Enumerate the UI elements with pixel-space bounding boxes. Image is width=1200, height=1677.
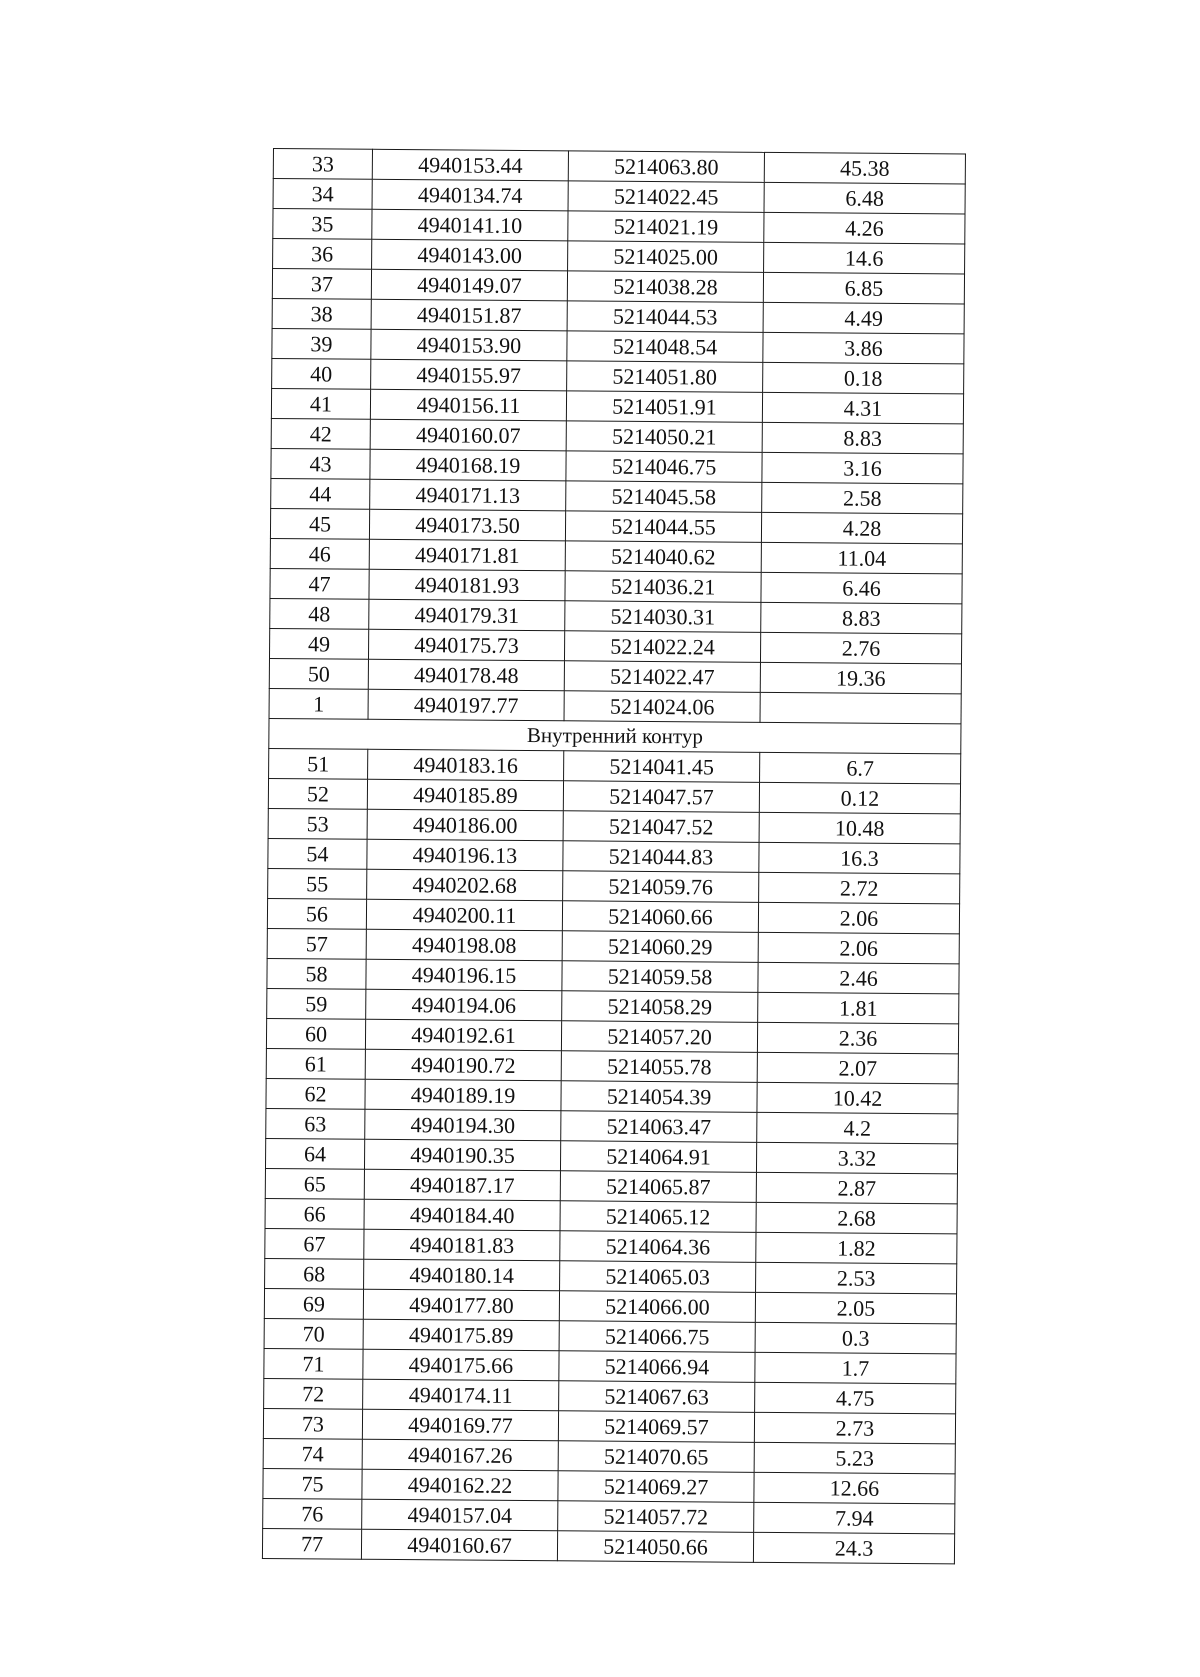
y-coordinate-cell: 5214050.66: [557, 1531, 753, 1563]
point-number-cell: 37: [272, 269, 371, 300]
segment-length-cell: 2.68: [756, 1202, 957, 1234]
y-coordinate-cell: 5214063.80: [568, 151, 764, 183]
segment-length-cell: 3.32: [756, 1142, 957, 1174]
x-coordinate-cell: 4940156.11: [370, 389, 566, 421]
y-coordinate-cell: 5214064.36: [560, 1231, 756, 1263]
y-coordinate-cell: 5214064.91: [560, 1141, 756, 1173]
x-coordinate-cell: 4940178.48: [368, 659, 564, 691]
point-number-cell: 76: [263, 1498, 362, 1529]
x-coordinate-cell: 4940202.68: [367, 869, 563, 901]
segment-length-cell: 0.18: [763, 362, 964, 394]
x-coordinate-cell: 4940181.93: [369, 569, 565, 601]
y-coordinate-cell: 5214045.58: [566, 481, 762, 513]
y-coordinate-cell: 5214038.28: [567, 271, 763, 303]
point-number-cell: 77: [262, 1528, 361, 1559]
segment-length-cell: 2.58: [762, 482, 963, 514]
segment-length-cell: 8.83: [761, 602, 962, 634]
point-number-cell: 42: [271, 418, 370, 449]
y-coordinate-cell: 5214047.52: [563, 811, 759, 843]
point-number-cell: 40: [272, 358, 371, 389]
segment-length-cell: 4.49: [763, 302, 964, 334]
segment-length-cell: 1.7: [755, 1352, 956, 1384]
point-number-cell: 75: [263, 1468, 362, 1499]
y-coordinate-cell: 5214025.00: [568, 241, 764, 273]
point-number-cell: 44: [271, 478, 370, 509]
segment-length-cell: 14.6: [764, 242, 965, 274]
segment-length-cell: 10.42: [757, 1082, 958, 1114]
y-coordinate-cell: 5214067.63: [559, 1381, 755, 1413]
segment-length-cell: [760, 692, 961, 724]
x-coordinate-cell: 4940169.77: [362, 1409, 558, 1441]
y-coordinate-cell: 5214065.87: [560, 1171, 756, 1203]
y-coordinate-cell: 5214036.21: [565, 571, 761, 603]
segment-length-cell: 4.31: [762, 392, 963, 424]
x-coordinate-cell: 4940162.22: [362, 1469, 558, 1501]
segment-length-cell: 5.23: [754, 1442, 955, 1474]
x-coordinate-cell: 4940153.90: [371, 329, 567, 361]
segment-length-cell: 4.28: [761, 512, 962, 544]
x-coordinate-cell: 4940187.17: [364, 1169, 560, 1201]
x-coordinate-cell: 4940196.15: [366, 959, 562, 991]
y-coordinate-cell: 5214022.24: [564, 631, 760, 663]
segment-length-cell: 2.06: [758, 932, 959, 964]
segment-length-cell: 16.3: [759, 842, 960, 874]
y-coordinate-cell: 5214048.54: [567, 331, 763, 363]
segment-length-cell: 6.85: [763, 272, 964, 304]
point-number-cell: 55: [268, 868, 367, 899]
x-coordinate-cell: 4940181.83: [364, 1229, 560, 1261]
segment-length-cell: 0.12: [759, 782, 960, 814]
x-coordinate-cell: 4940160.07: [370, 419, 566, 451]
x-coordinate-cell: 4940175.89: [363, 1319, 559, 1351]
x-coordinate-cell: 4940198.08: [366, 929, 562, 961]
point-number-cell: 41: [271, 388, 370, 419]
coordinates-table: [262, 148, 966, 1564]
point-number-cell: 46: [270, 538, 369, 569]
x-coordinate-cell: 4940143.00: [372, 239, 568, 271]
point-number-cell: 38: [272, 298, 371, 329]
y-coordinate-cell: 5214046.75: [566, 451, 762, 483]
segment-length-cell: 3.16: [762, 452, 963, 484]
x-coordinate-cell: 4940189.19: [365, 1079, 561, 1111]
x-coordinate-cell: 4940151.87: [371, 299, 567, 331]
y-coordinate-cell: 5214047.57: [563, 781, 759, 813]
point-number-cell: 50: [269, 658, 368, 689]
x-coordinate-cell: 4940185.89: [367, 779, 563, 811]
section-title: Внутренний контур: [269, 718, 961, 753]
point-number-cell: 43: [271, 448, 370, 479]
y-coordinate-cell: 5214022.45: [568, 181, 764, 213]
y-coordinate-cell: 5214057.72: [558, 1501, 754, 1533]
segment-length-cell: 2.46: [758, 962, 959, 994]
point-number-cell: 57: [267, 928, 366, 959]
y-coordinate-cell: 5214030.31: [565, 601, 761, 633]
x-coordinate-cell: 4940190.72: [365, 1049, 561, 1081]
y-coordinate-cell: 5214041.45: [564, 751, 760, 783]
x-coordinate-cell: 4940179.31: [369, 599, 565, 631]
point-number-cell: 52: [268, 778, 367, 809]
x-coordinate-cell: 4940157.04: [362, 1499, 558, 1531]
y-coordinate-cell: 5214021.19: [568, 211, 764, 243]
x-coordinate-cell: 4940167.26: [362, 1439, 558, 1471]
x-coordinate-cell: 4940184.40: [364, 1199, 560, 1231]
x-coordinate-cell: 4940141.10: [372, 209, 568, 241]
point-number-cell: 53: [268, 808, 367, 839]
y-coordinate-cell: 5214066.75: [559, 1321, 755, 1353]
y-coordinate-cell: 5214070.65: [558, 1441, 754, 1473]
point-number-cell: 48: [270, 598, 369, 629]
segment-length-cell: 3.86: [763, 332, 964, 364]
segment-length-cell: 6.7: [760, 752, 961, 784]
segment-length-cell: 11.04: [761, 542, 962, 574]
x-coordinate-cell: 4940192.61: [365, 1019, 561, 1051]
segment-length-cell: 2.07: [757, 1052, 958, 1084]
point-number-cell: 45: [270, 508, 369, 539]
point-number-cell: 60: [266, 1018, 365, 1049]
point-number-cell: 62: [266, 1078, 365, 1109]
y-coordinate-cell: 5214065.12: [560, 1201, 756, 1233]
y-coordinate-cell: 5214054.39: [561, 1081, 757, 1113]
x-coordinate-cell: 4940171.81: [369, 539, 565, 571]
y-coordinate-cell: 5214044.53: [567, 301, 763, 333]
point-number-cell: 70: [264, 1318, 363, 1349]
y-coordinate-cell: 5214044.55: [565, 511, 761, 543]
point-number-cell: 72: [264, 1378, 363, 1409]
y-coordinate-cell: 5214059.58: [562, 961, 758, 993]
segment-length-cell: 12.66: [754, 1472, 955, 1504]
segment-length-cell: 2.72: [759, 872, 960, 904]
x-coordinate-cell: 4940194.30: [365, 1109, 561, 1141]
segment-length-cell: 2.87: [756, 1172, 957, 1204]
y-coordinate-cell: 5214060.29: [562, 931, 758, 963]
segment-length-cell: 0.3: [755, 1322, 956, 1354]
point-number-cell: 35: [273, 209, 372, 240]
x-coordinate-cell: 4940168.19: [370, 449, 566, 481]
x-coordinate-cell: 4940175.73: [368, 629, 564, 661]
x-coordinate-cell: 4940186.00: [367, 809, 563, 841]
point-number-cell: 74: [263, 1438, 362, 1469]
segment-length-cell: 2.05: [755, 1292, 956, 1324]
x-coordinate-cell: 4940200.11: [366, 899, 562, 931]
y-coordinate-cell: 5214022.47: [564, 661, 760, 693]
x-coordinate-cell: 4940196.13: [367, 839, 563, 871]
y-coordinate-cell: 5214050.21: [566, 421, 762, 453]
point-number-cell: 1: [269, 688, 368, 719]
segment-length-cell: 8.83: [762, 422, 963, 454]
y-coordinate-cell: 5214058.29: [562, 991, 758, 1023]
point-number-cell: 51: [269, 748, 368, 779]
x-coordinate-cell: 4940183.16: [368, 749, 564, 781]
y-coordinate-cell: 5214066.94: [559, 1351, 755, 1383]
segment-length-cell: 2.76: [760, 632, 961, 664]
segment-length-cell: 24.3: [753, 1532, 954, 1564]
y-coordinate-cell: 5214051.91: [566, 391, 762, 423]
y-coordinate-cell: 5214024.06: [564, 691, 760, 723]
x-coordinate-cell: 4940171.13: [370, 479, 566, 511]
point-number-cell: 33: [273, 149, 372, 180]
y-coordinate-cell: 5214057.20: [561, 1021, 757, 1053]
y-coordinate-cell: 5214069.27: [558, 1471, 754, 1503]
segment-length-cell: 7.94: [754, 1502, 955, 1534]
coordinates-table-body: [262, 149, 965, 1564]
point-number-cell: 63: [266, 1108, 365, 1139]
point-number-cell: 49: [269, 628, 368, 659]
point-number-cell: 68: [265, 1258, 364, 1289]
point-number-cell: 39: [272, 328, 371, 359]
x-coordinate-cell: 4940197.77: [368, 689, 564, 721]
segment-length-cell: 19.36: [760, 662, 961, 694]
segment-length-cell: 2.36: [757, 1022, 958, 1054]
segment-length-cell: 10.48: [759, 812, 960, 844]
segment-length-cell: 2.73: [754, 1412, 955, 1444]
point-number-cell: 66: [265, 1198, 364, 1229]
point-number-cell: 34: [273, 179, 372, 210]
y-coordinate-cell: 5214063.47: [561, 1111, 757, 1143]
table-row: [262, 1528, 954, 1563]
x-coordinate-cell: 4940194.06: [366, 989, 562, 1021]
x-coordinate-cell: 4940177.80: [363, 1289, 559, 1321]
x-coordinate-cell: 4940160.67: [361, 1529, 557, 1561]
segment-length-cell: 4.2: [757, 1112, 958, 1144]
point-number-cell: 47: [270, 568, 369, 599]
segment-length-cell: 4.75: [755, 1382, 956, 1414]
point-number-cell: 73: [263, 1408, 362, 1439]
x-coordinate-cell: 4940173.50: [369, 509, 565, 541]
segment-length-cell: 6.48: [764, 182, 965, 214]
segment-length-cell: 2.53: [756, 1262, 957, 1294]
y-coordinate-cell: 5214044.83: [563, 841, 759, 873]
point-number-cell: 71: [264, 1348, 363, 1379]
y-coordinate-cell: 5214069.57: [558, 1411, 754, 1443]
point-number-cell: 61: [266, 1048, 365, 1079]
y-coordinate-cell: 5214066.00: [559, 1291, 755, 1323]
x-coordinate-cell: 4940153.44: [372, 149, 568, 181]
point-number-cell: 36: [273, 239, 372, 270]
point-number-cell: 54: [268, 838, 367, 869]
point-number-cell: 65: [265, 1168, 364, 1199]
segment-length-cell: 1.82: [756, 1232, 957, 1264]
y-coordinate-cell: 5214040.62: [565, 541, 761, 573]
x-coordinate-cell: 4940175.66: [363, 1349, 559, 1381]
y-coordinate-cell: 5214051.80: [567, 361, 763, 393]
point-number-cell: 69: [264, 1288, 363, 1319]
point-number-cell: 58: [267, 958, 366, 989]
x-coordinate-cell: 4940174.11: [363, 1379, 559, 1411]
x-coordinate-cell: 4940190.35: [364, 1139, 560, 1171]
x-coordinate-cell: 4940134.74: [372, 179, 568, 211]
segment-length-cell: 6.46: [761, 572, 962, 604]
segment-length-cell: 4.26: [764, 212, 965, 244]
x-coordinate-cell: 4940180.14: [364, 1259, 560, 1291]
y-coordinate-cell: 5214060.66: [562, 901, 758, 933]
y-coordinate-cell: 5214055.78: [561, 1051, 757, 1083]
y-coordinate-cell: 5214065.03: [560, 1261, 756, 1293]
x-coordinate-cell: 4940149.07: [371, 269, 567, 301]
point-number-cell: 56: [267, 898, 366, 929]
segment-length-cell: 1.81: [758, 992, 959, 1024]
segment-length-cell: 2.06: [758, 902, 959, 934]
x-coordinate-cell: 4940155.97: [371, 359, 567, 391]
segment-length-cell: 45.38: [764, 152, 965, 184]
point-number-cell: 67: [265, 1228, 364, 1259]
point-number-cell: 64: [265, 1138, 364, 1169]
point-number-cell: 59: [267, 988, 366, 1019]
y-coordinate-cell: 5214059.76: [563, 871, 759, 903]
